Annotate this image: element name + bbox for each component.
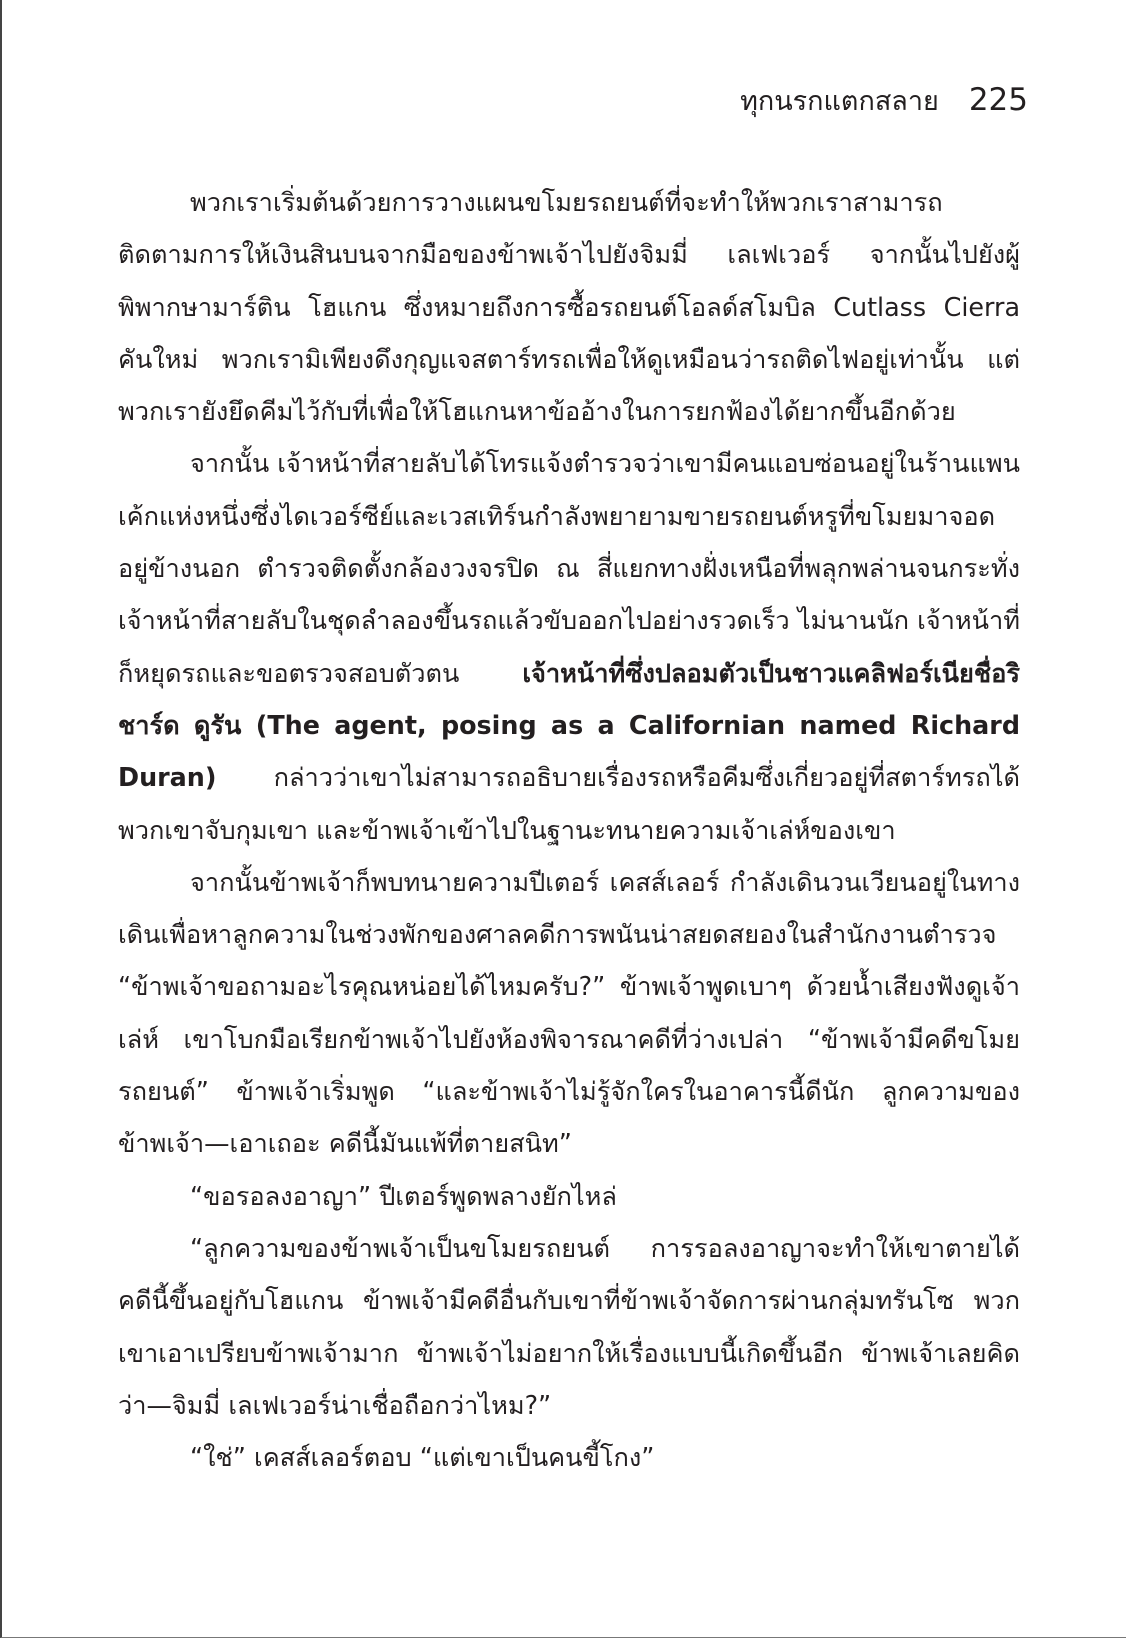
paragraph-2-bold-phrase: เจ้าหน้าที่ซึ่งปลอมตัวเป็นชาวแคลิฟอร์เนียชื่อริชาร์ด ดูรัน (The agent, posing as a Californian named Richard Duran) (118, 657, 1020, 793)
paragraph-5: “ลูกความของข้าพเจ้าเป็นขโมยรถยนต์ การรอลงอาญาจะทำให้เขาตายได้ คดีนี้ขึ้นอยู่กับโฮแกน ข้าพเจ้ามีคดีอื่นกับเขาที่ข้าพเจ้าจัดการผ่านกลุ่มทรันโซ พวกเขาเอาเปรียบข้าพเจ้ามาก ข้าพเจ้าไม่อยากให้เรื่องแบบนี้เกิดขึ้นอีก ข้าพเจ้าเลยคิดว่า—จิมมี่ เลเฟเวอร์น่าเชื่อถือกว่าไหม?” (118, 1232, 1020, 1420)
paragraph-2 (118, 437, 1020, 855)
running-head (740, 78, 1028, 124)
running-title: ทุกนรกแตกสลาย (740, 86, 939, 117)
paragraph-3: จากนั้นข้าพเจ้าก็พบทนายความปีเตอร์ เคสส์เลอร์ กำลังเดินวนเวียนอยู่ในทางเดินเพื่อหาลูกความในช่วงพักของศาลคดีการพนันน่าสยดสยองในสำนักงานตำรวจ “ข้าพเจ้าขอถามอะไรคุณหน่อยได้ไหมครับ?” ข้าพเจ้าพูดเบาๆ ด้วยน้ำเสียงฟังดูเจ้าเล่ห์ เขาโบกมือเรียกข้าพเจ้าไปยังห้องพิจารณาคดีที่ว่างเปล่า “ข้าพเจ้ามีคดีขโมยรถยนต์” ข้าพเจ้าเริ่มพูด “และข้าพเจ้าไม่รู้จักใครในอาคารนี้ดีนัก ลูกความของข้าพเจ้า—เอาเถอะ คดีนี้มันแพ้ที่ตายสนิท” (118, 866, 1020, 1159)
paragraph-2-lead: จากนั้น เจ้าหน้าที่สายลับได้โทรแจ้งตำรวจว่าเขามีคนแอบซ่อนอยู่ในร้านแพนเค้กแห่งหนึ่งซึ่งไดเวอร์ซีย์และเวสเทิร์นกำลังพยายามขายรถยนต์หรูที่ขโมยมาจอดอยู่ข้างนอก ตำรวจติดตั้งกล้องวงจรปิด ณ สี่แยกทางฝั่งเหนือที่พลุกพล่านจนกระทั่งเจ้าหน้าที่สายลับในชุดลำลองขึ้นรถแล้วขับออกไปอย่างรวดเร็ว ไม่นานนัก เจ้าหน้าที่ก็หยุดรถและขอตรวจสอบตัวตน (118, 448, 1020, 688)
paragraph-1: พวกเราเริ่มต้นด้วยการวางแผนขโมยรถยนต์ที่จะทำให้พวกเราสามารถติดตามการให้เงินสินบนจากมือของข้าพเจ้าไปยังจิมมี่ เลเฟเวอร์ จากนั้นไปยังผู้พิพากษามาร์ติน โฮแกน ซึ่งหมายถึงการซื้อรถยนต์โอลด์สโมบิล Cutlass Cierra คันใหม่ พวกเรามิเพียงดึงกุญแจสตาร์ทรถเพื่อให้ดูเหมือนว่ารถติดไฟอยู่เท่านั้น แต่พวกเรายังยึดคีมไว้กับที่เพื่อให้โฮแกนหาข้ออ้างในการยกฟ้องได้ยากขึ้นอีกด้วย (118, 187, 1020, 427)
body-text (118, 176, 1020, 1483)
paragraph-4: “ขอรอลงอาญา” ปีเตอร์พูดพลางยักไหล่ (190, 1180, 617, 1211)
paragraph-2-tail: กล่าวว่าเขาไม่สามารถอธิบายเรื่องรถหรือคีมซึ่งเกี่ยวอยู่ที่สตาร์ทรถได้ พวกเขาจับกุมเขา และข้าพเจ้าเข้าไปในฐานะทนายความเจ้าเล่ห์ของเขา (118, 762, 1020, 845)
page-number: 225 (968, 82, 1028, 118)
paragraph-6: “ใช่” เคสส์เลอร์ตอบ “แต่เขาเป็นคนขี้โกง” (190, 1442, 655, 1473)
